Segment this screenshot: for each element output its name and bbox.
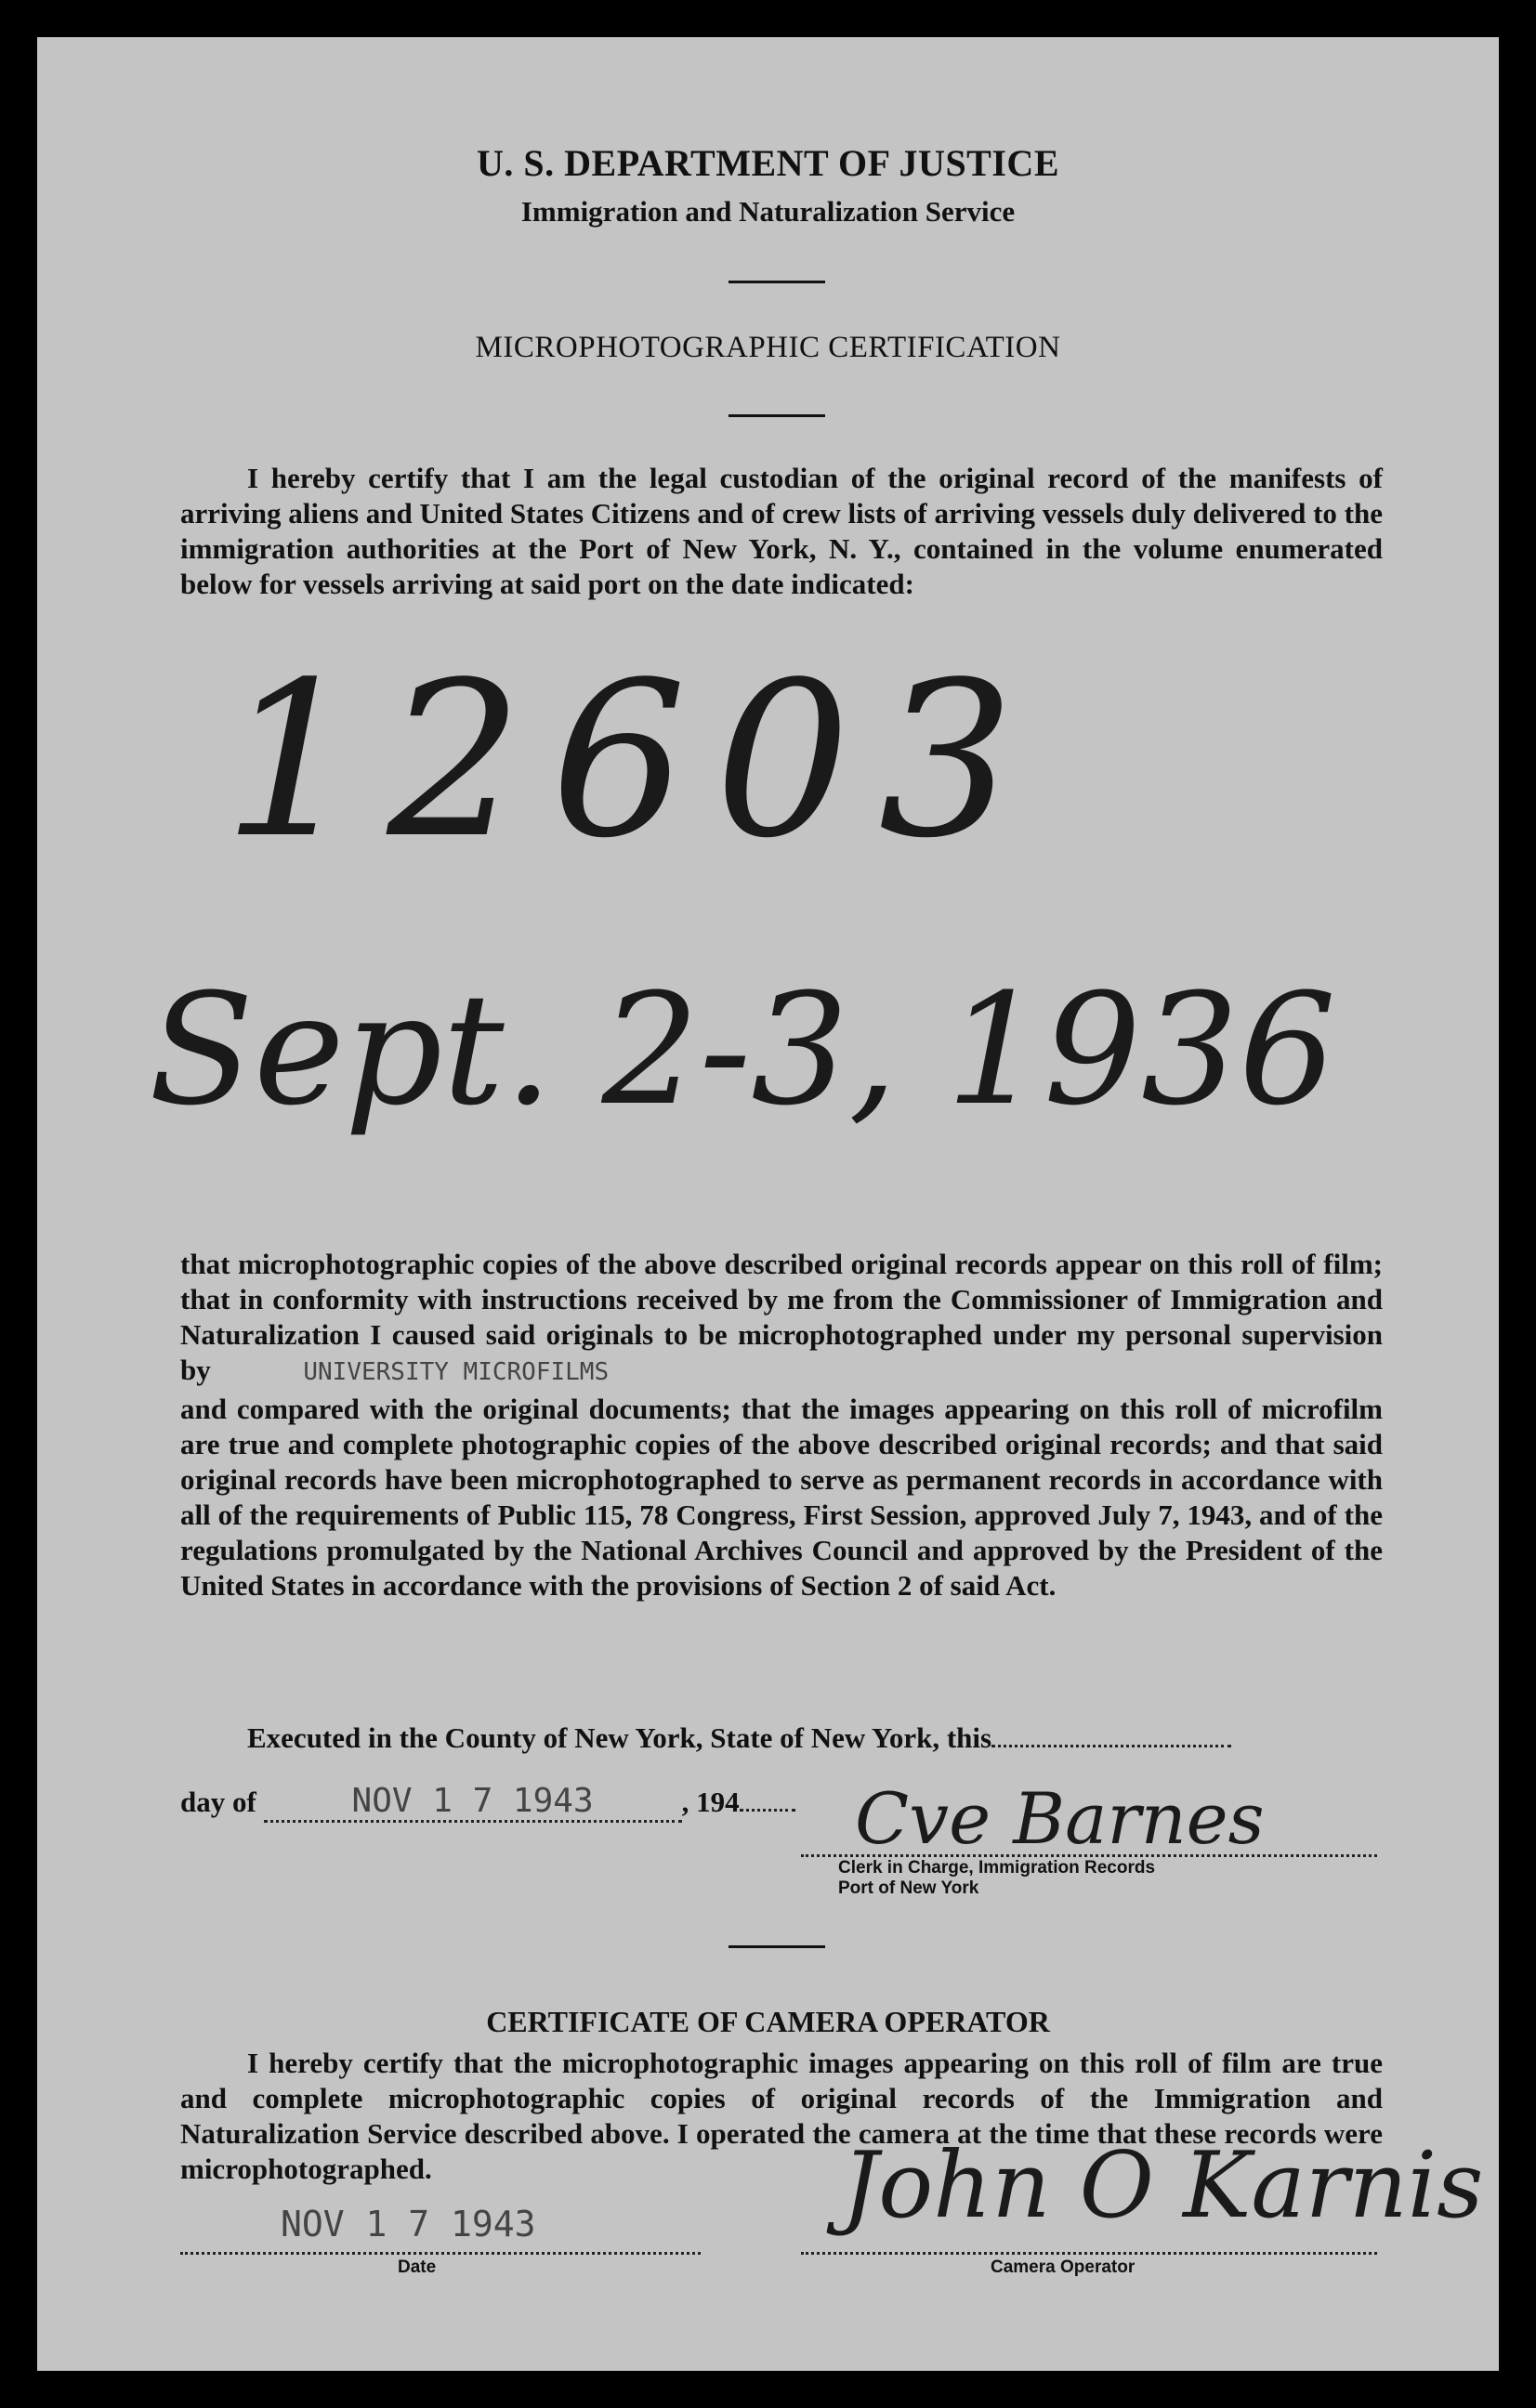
certificate-page: [37, 37, 1499, 2371]
divider: [729, 1945, 825, 1948]
operator-signature: John O Karnis: [842, 2133, 1484, 2239]
body-text: that microphotographic copies of the above described original records appear on this roll of film; that in conformity with instructions received by me from the Commissioner of Immigration and Naturalization I caused said originals to be microphotographed under my personal supervision by: [180, 1248, 1383, 1386]
operator-signature-line: [801, 2250, 1377, 2255]
date-stamp: NOV 1 7 1943: [351, 1782, 594, 1820]
department-heading: U. S. DEPARTMENT OF JUSTICE: [477, 142, 1059, 184]
operator-label: Camera Operator: [991, 2258, 1136, 2277]
clerk-title-line1: Clerk in Charge, Immigration Records: [838, 1858, 1156, 1878]
handwritten-date: Sept. 2-3, 1936: [149, 961, 1337, 1139]
camera-certificate-title: CERTIFICATE OF CAMERA OPERATOR: [486, 2005, 1050, 2038]
service-subheading: Immigration and Naturalization Service: [520, 195, 1016, 228]
divider: [729, 281, 825, 283]
executed-text: Executed in the County of New York, State of New York, this: [247, 1721, 992, 1754]
year-field: [740, 1786, 795, 1812]
certification-title: MICROPHOTOGRAPHIC CERTIFICATION: [475, 331, 1061, 364]
year-label: , 194: [681, 1786, 740, 1818]
body-paragraph-part2: and compared with the original documents; that the images appearing on this roll of microfilm are true and complete photographic copies of the above described original records; and that said original records have been microphotographed to serve as permanent records in accordance with all of the requirements of Public 115, 78 Congress, First Session, approved July 7, 1943, and of the regulations promulgated by the National Archives Council and approved by the President of the United States in accordance with the provisions of Section 2 of said Act.: [180, 1393, 1383, 1602]
clerk-signature-line: [801, 1852, 1377, 1857]
supervisor-field: [215, 1353, 698, 1388]
day-of-label: day of: [180, 1786, 256, 1818]
executed-line: [180, 1721, 1383, 1756]
clerk-title-line2: Port of New York: [838, 1878, 979, 1898]
date-line: [180, 2250, 701, 2255]
day-of-field: [264, 1784, 682, 1823]
intro-paragraph: I hereby certify that I am the legal custodian of the original record of the manifests of arriving aliens and United States Citizens and of crew lists of arriving vessels duly delivered to the immigration authorities at the Port of New York, N. Y., contained in the volume enumerated below for vessels arriving at said port on the date indicated:: [180, 462, 1383, 600]
date-label: Date: [398, 2258, 437, 2277]
supervisor-stamp: UNIVERSITY MICROFILMS: [303, 1358, 610, 1386]
executed-day-field: [991, 1722, 1231, 1747]
operator-date-stamp: NOV 1 7 1943: [281, 2204, 536, 2244]
handwritten-volume-number: 12603: [223, 637, 1043, 885]
body-paragraph-part1: [180, 1247, 1383, 1388]
camera-certificate-text: I hereby certify that the microphotographic images appearing on this roll of film are true and complete microphotographic copies of original records of the Immigration and Naturalization Service described above. I operated the camera at the time that these records were microphotographed.: [180, 2047, 1383, 2185]
clerk-signature: Cve Barnes: [855, 1777, 1265, 1860]
divider: [729, 414, 825, 417]
